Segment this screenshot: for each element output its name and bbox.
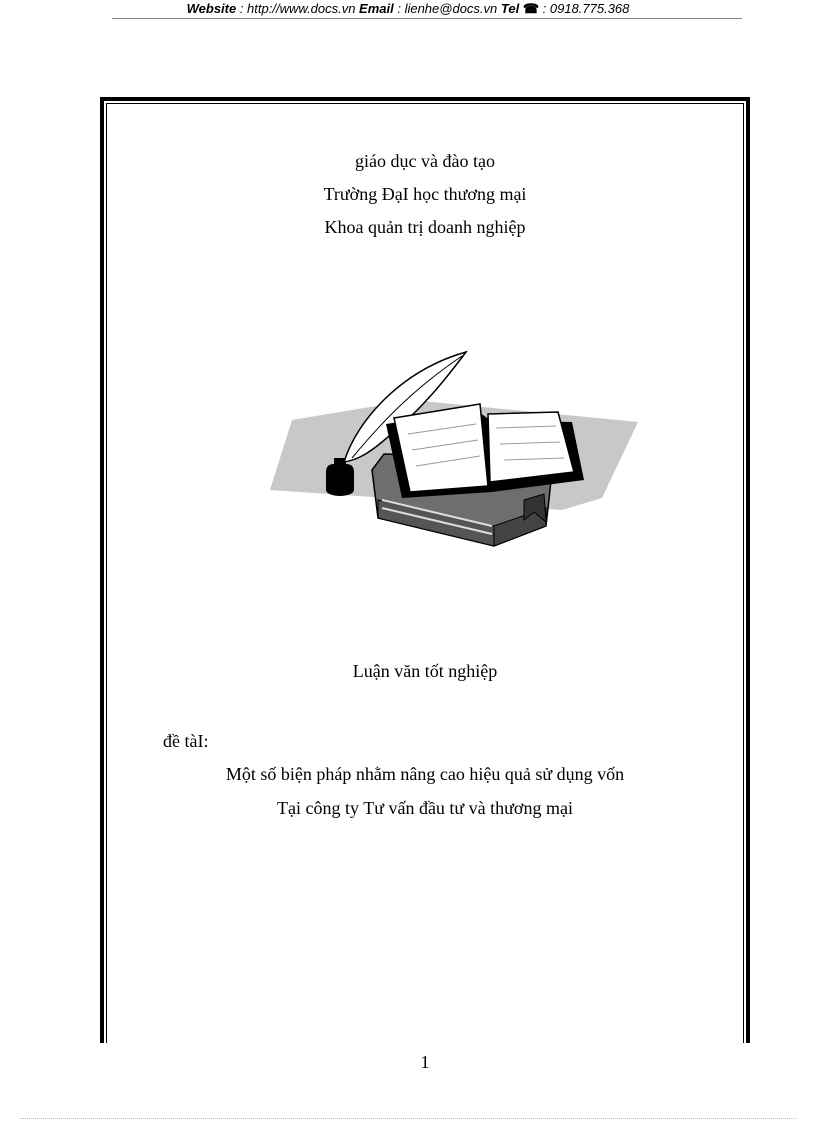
email-label: Email [359, 1, 394, 16]
tel-label: Tel [500, 1, 520, 16]
phone-icon: ☎ [522, 1, 540, 16]
header-rule [112, 18, 742, 19]
topic-line-1: Một số biện pháp nhằm nâng cao hiệu quả sử dụng vốn [225, 764, 625, 784]
faculty-line: Khoa quản trị doanh nghiệp [324, 217, 526, 237]
page-header [0, 0, 816, 18]
email-value: : lienhe@docs.vn [393, 1, 501, 16]
tel-value: : 0918.775.368 [539, 1, 630, 16]
website-label: Website [186, 1, 237, 16]
university-line: Trường ĐạI học thương mại [323, 184, 527, 204]
topic-label: đề tàI: [163, 731, 209, 751]
topic-line-2: Tại công ty Tư vấn đầu tư và thương mại [277, 798, 573, 818]
thesis-type: Luận văn tốt nghiệp [352, 661, 498, 681]
cover-frame-inner [106, 103, 744, 1043]
books-quill-illustration [262, 350, 642, 550]
website-value: : http://www.docs.vn [236, 1, 360, 16]
footer-rule [20, 1118, 796, 1119]
page-number: 1 [420, 1052, 430, 1072]
ministry-line: giáo dục và đào tạo [355, 151, 495, 171]
